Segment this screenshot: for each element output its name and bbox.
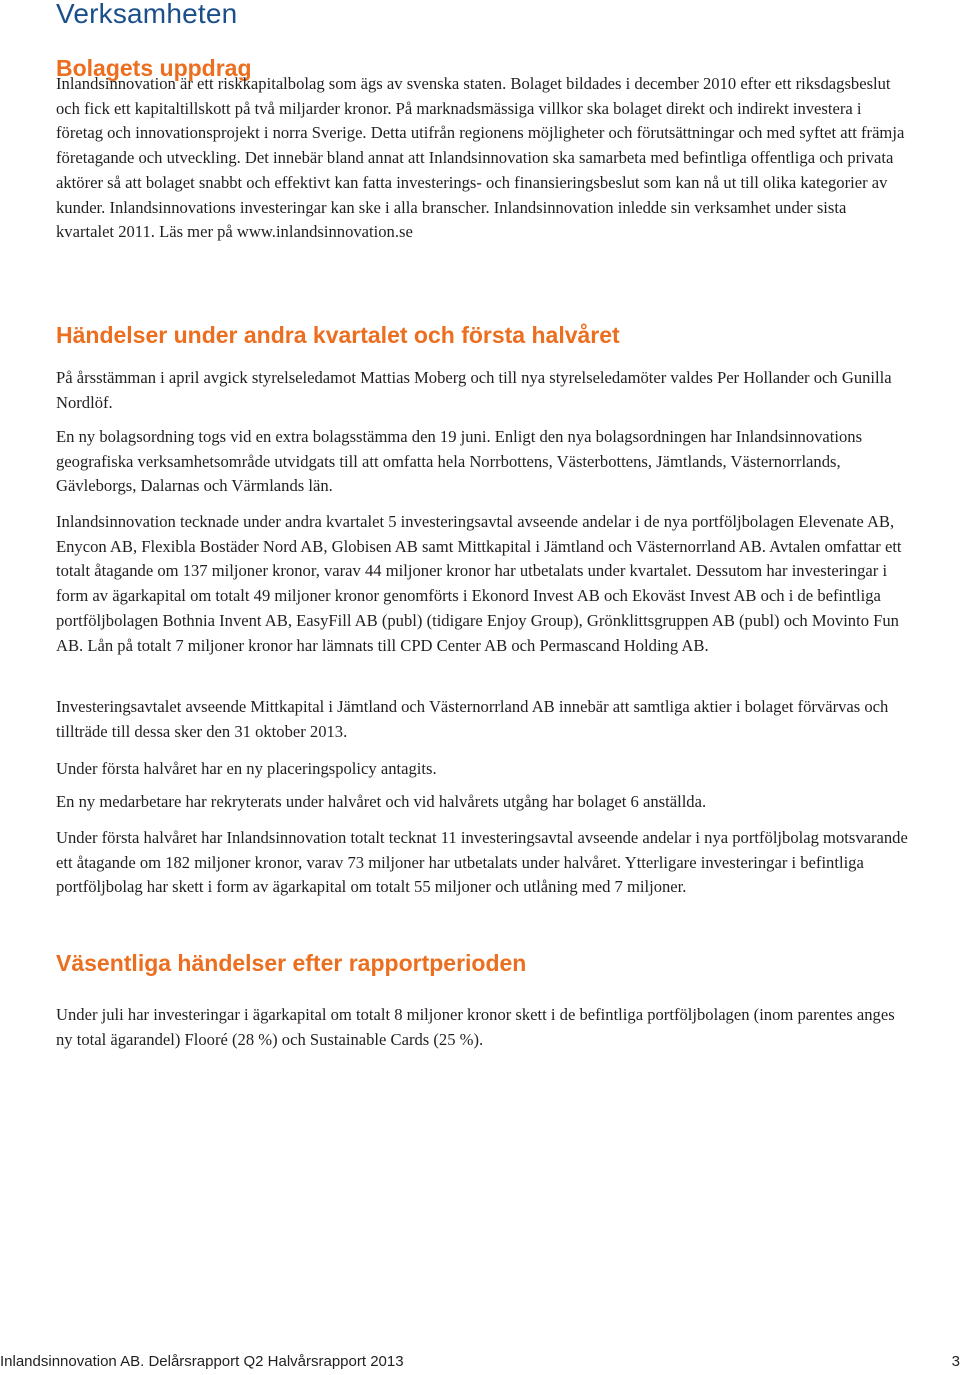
section-heading-handelser: Händelser under andra kvartalet och första halvåret: [56, 322, 620, 348]
paragraph-bolagets-uppdrag: Inlandsinnovation är ett riskkapitalbolag som ägs av svenska staten. Bolaget bildades i december 2010 efter ett riksdagsbeslut och fick ett kapitaltillskott på två miljarder kronor. På marknadsmässiga villkor ska bolaget direkt och indirekt investera i företag och innovationsprojekt i norra Sverige. Detta utifrån regionens möjligheter och förutsättningar och med syftet att främja företagande och utveckling. Det innebär bland annat att Inlandsinnovation ska samarbeta med befintliga offentliga och privata aktörer så att bolaget snabbt och effektivt kan fatta investerings- och finansieringsbeslut som kan nå ut till olika kategorier av kunder. Inlandsinnovations investeringar kan ske i alla branscher. Inlandsinnovation inledde sin verksamhet under sista kvartalet 2011. Läs mer på www.inlandsinnovation.se: [56, 74, 905, 242]
footer-page-number: 3: [951, 1353, 960, 1370]
paragraph-mittkapital: Investeringsavtalet avseende Mittkapital i Jämtland och Västernorrland AB innebär att samtliga aktier i bolaget förvärvas och tillträde till dessa sker den 31 oktober 2013.: [56, 697, 889, 741]
paragraph-bolagsordning: En ny bolagsordning togs vid en extra bolagsstämma den 19 juni. Enligt den nya bolagsordningen har Inlandsinnovations geografiska verksamhetsområde utvidgats till att omfatta hela Norrbottens, Västerbottens, Jämtlands, Västernorrlands, Gävleborgs, Dalarnas och Värmlands län.: [56, 427, 863, 496]
section-heading-vasentliga-handelser: Väsentliga händelser efter rapportperioden: [56, 950, 527, 976]
paragraph-medarbetare: En ny medarbetare har rekryterats under halvåret och vid halvårets utgång har bolaget 6 anställda.: [56, 792, 707, 811]
paragraph-forsta-halvaret: Under första halvåret har Inlandsinnovation totalt tecknat 11 investeringsavtal avseende andelar i nya portföljbolag motsvarande ett åtagande om 182 miljoner kronor, varav 73 miljoner har utbetalats under halvåret. Ytterligare investeringar i befintliga portföljbolag har skett i form av ägarkapital om totalt 55 miljoner och utlåning med 7 miljoner.: [56, 828, 908, 897]
paragraph-arsstamma: På årsstämman i april avgick styrelseledamot Mattias Moberg och till nya styrelseledamöter valdes Per Hollander och Gunilla Nordlöf.: [56, 368, 892, 412]
footer-report-title: Inlandsinnovation AB. Delårsrapport Q2 Halvårsrapport 2013: [0, 1353, 404, 1370]
paragraph-efter-rapportperioden: Under juli har investeringar i ägarkapital om totalt 8 miljoner kronor skett i de befintliga portföljbolagen (inom parentes anges ny total ägarandel) Flooré (28 %) och Sustainable Cards (25 %).: [56, 1005, 895, 1049]
section-heading-bolagets-uppdrag: Bolagets uppdrag: [56, 55, 252, 81]
page-title: Verksamheten: [56, 0, 238, 29]
paragraph-investeringsavtal-q2: Inlandsinnovation tecknade under andra kvartalet 5 investeringsavtal avseende andelar i de nya portföljbolagen Elevenate AB, Enycon AB, Flexibla Bostäder Nord AB, Globisen AB samt Mittkapital i Jämtland och Västernorrland AB. Avtalen omfattar ett totalt åtagande om 137 miljoner kronor, varav 44 miljoner kronor har utbetalats under kvartalet. Dessutom har investeringar i form av ägarkapital om totalt 49 miljoner kronor genomförts i Ekonord Invest AB och Ekoväst Invest AB och i de befintliga portföljbolagen Bothnia Invent AB, EasyFill AB (publ) (tidigare Enjoy Group), Grönklittsgruppen AB (publ) och Movinto Fun AB. Lån på totalt 7 miljoner kronor har lämnats till CPD Center AB och Permascand Holding AB.: [56, 512, 902, 655]
paragraph-placeringspolicy: Under första halvåret har en ny placeringspolicy antagits.: [56, 759, 437, 778]
